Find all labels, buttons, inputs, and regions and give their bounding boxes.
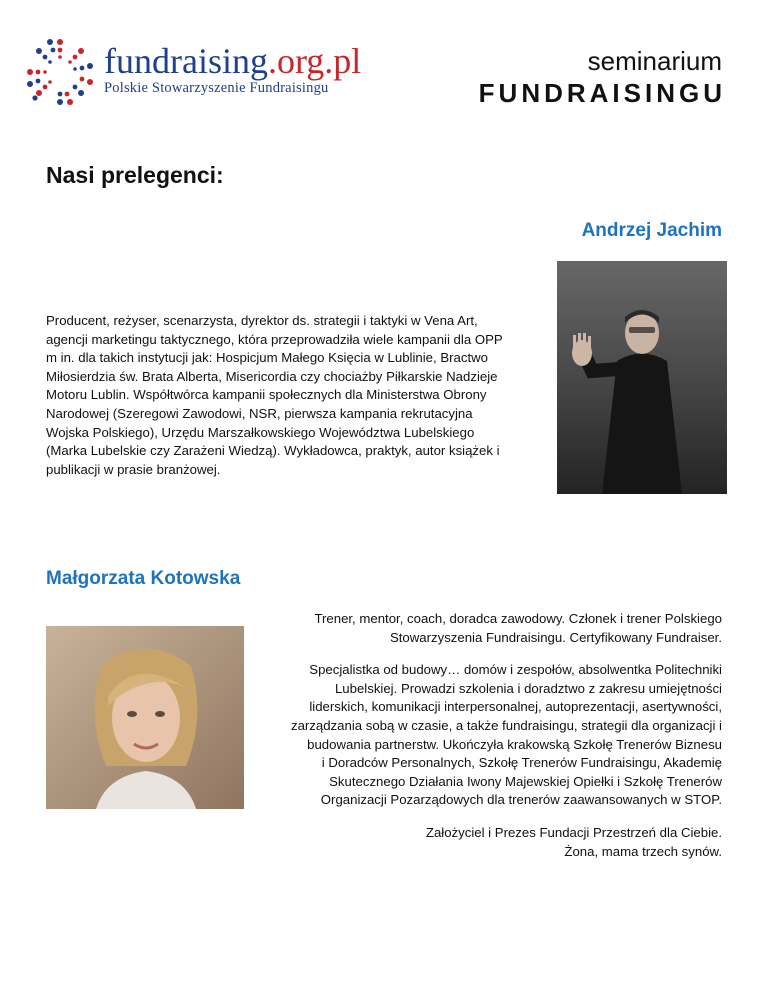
- speaker-2-portrait-image: [46, 626, 244, 809]
- speaker-1-photo: [557, 261, 727, 494]
- seminar-heading: [478, 46, 726, 110]
- speaker-2-bio-paragraph-1: Trener, mentor, coach, doradca zawodowy. Członek i trener Polskiego Stowarzyszenia Fundraisingu. Certyfikowany Fundraiser.: [314, 611, 722, 645]
- speaker-1-bio: Producent, reżyser, scenarzysta, dyrektor ds. strategii i taktyki w Vena Art, agencji marketingu taktycznego, która przeprowadziła wiele kampanii dla OPP m in. dla takich instytucji jak: Hospicjum Małego Księcia w Lublinie, Bractwo Miłosierdzia św. Brata Alberta, Misericordia czy chociażby Piłkarskie Nadzieje Motoru Lublin. Współtwórca kampanii społecznych dla Ministerstwa Obrony Narodowej (Szeregowi Zawodowi, NSR, pierwsza kampania rekrutacyjna Wojska Polskiego), Urzędu Marszałkowskiego Województwa Lubelskiego (Marka Lubelskie czy Zarażeni Wiedzą). Wykładowca, praktyk, autor książek i publikacji w prasie branżowej.: [46, 313, 503, 477]
- logo-main-text: fundraising: [104, 41, 268, 81]
- speaker-2-name: Małgorzata Kotowska: [46, 568, 241, 589]
- logo-tld-text: .org.pl: [267, 41, 362, 81]
- organization-logo: [22, 38, 362, 106]
- speaker-2-bio: [252, 610, 722, 875]
- section-title: Nasi prelegenci:: [46, 162, 224, 188]
- starburst-logo-icon: [22, 38, 98, 106]
- speaker-2-photo: [46, 626, 244, 809]
- speaker-2-bio-paragraph-3: Założyciel i Prezes Fundacji Przestrzeń dla Ciebie. Żona, mama trzech synów.: [425, 824, 722, 859]
- seminar-line-1: seminarium: [587, 46, 722, 76]
- speaker-2-bio-paragraph-2: Specjalistka od budowy… domów i zespołów, absolwentka Politechniki Lubelskiej. Prowadzi szkolenia i doradztwo z zakresu umiejętności liderskich, komunikacji interpersonalnej, autoprezentacji, asertywności, zarządzania sobą w czasie, a także fundraisingu, strategii dla organizacji i budowania partnerstw. Ukończyła krakowską Szkołę Trenerów Biznesu i Doradców Personalnych, Szkołę Trenerów Fundraisingu, Akademię Skutecznego Działania Iwony Majewskiej Opiełki i Szkołę Trenerów Organizacji Pozarządowych dla trenerów zaawansowanych w STOP.: [290, 662, 722, 808]
- seminar-line-2: FUNDRAISINGU: [478, 78, 726, 108]
- speaker-1-name: Andrzej Jachim: [581, 220, 722, 241]
- speaker-1-portrait-image: [557, 261, 727, 494]
- logo-subtitle: Polskie Stowarzyszenie Fundraisingu: [104, 80, 329, 96]
- logo-wordmark: [104, 40, 361, 82]
